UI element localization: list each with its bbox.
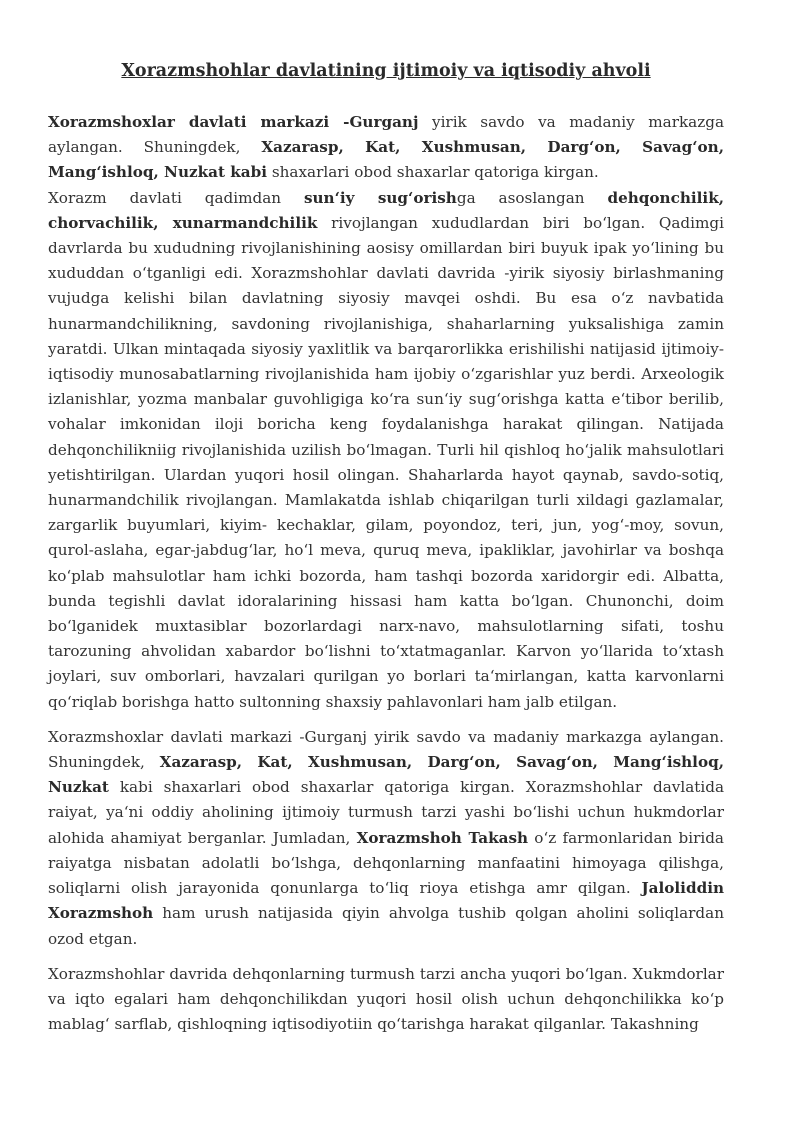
text-run: ham urush natijasida qiyin ahvolga tushib qolgan aholini soliqlardan ozod etgan. xyxy=(48,904,724,948)
document-body xyxy=(48,110,724,1037)
bold-text: Xazarasp, Kat, Xushmusan, Darg‘on, Savag‘on, Mang‘ishloq, Nuzkat kabi xyxy=(48,138,724,182)
text-run: shaxarlari obod shaxarlar qatoriga kirgan. xyxy=(267,163,599,182)
text-run: Xorazmshohlar davrida dehqonlarning turmush tarzi ancha yuqori bo‘lgan. Xukmdorlar va iqto egalari ham dehqonchilikdan yuqori hosil olish uchun dehqonchilikka ko‘p mablag‘ sarflab, qishloqning iqtisodiyotiin qo‘tarishga harakat qilganlar. Takashning xyxy=(48,964,724,1034)
paragraph xyxy=(48,962,724,1038)
document-title: Xorazmshohlar davlatining ijtimoiy va iqtisodiy ahvoli xyxy=(121,61,651,81)
paragraph xyxy=(48,186,724,715)
bold-text: Jaloliddin Xorazmshoh xyxy=(48,879,724,923)
bold-text: sun‘iy sug‘orish xyxy=(303,188,457,207)
text-run: kabi shaxarlari obod shaxarlar qatoriga kirgan. Xorazmshohlar davlatida raiyat, ya‘ni oddiy aholining ijtimoiy turmush tarzi yashi bo‘lishi uchun hukmdorlar alohida ahamiyat berganlar. Jumladan, xyxy=(48,778,724,847)
paragraph xyxy=(48,110,724,186)
text-run: o‘z farmonlaridan birida raiyatga nisbatan adolatli bo‘lshga, dehqonlarning manfaatini himoyaga qilishga, soliqlarni olish jarayonida qonunlarga to‘liq rioya etishga amr qilgan. xyxy=(48,828,724,898)
text-run: yirik savdo va madaniy markazga aylangan. Shuningdek, xyxy=(48,113,724,157)
bold-text: Xorazmshoh Takash xyxy=(356,828,529,847)
bold-text: dehqonchilik, chorvachilik, xunarmandchilik xyxy=(48,188,725,232)
text-run: ga asoslangan xyxy=(456,188,608,207)
paragraph xyxy=(48,725,724,952)
text-run: Xorazmshoxlar davlati markazi -Gurganj yirik savdo va madaniy markazga aylangan. Shuningdek, xyxy=(48,727,724,772)
text-run: rivojlangan xududlardan biri bo‘lgan. Qadimgi davrlarda bu xududning rivojlanishining aosisy omillardan biri buyuk ipak yo‘lining bu xududdan o‘tganligi edi. Xorazmshohlar davlati davrida -yirik siyosiy birlashmaning vujudga kelishi bilan davlatning siyosiy mavqei oshdi. Bu esa o‘z navbatida hunarmandchilikning, savdoning rivojlanishiga, shaharlarning yuksalishiga zamin yaratdi. Ulkan mintaqada siyosiy yaxlitlik va barqarorlikka erishilishi natijasid ijtimoiy-iqtisodiy munosabatlarning rivojlanishida ham ijobiy o‘zgarishlar yuz berdi. Arxeologik izlanishlar, yozma manbalar guvohligiga ko‘ra sun‘iy sug‘orishga katta e‘tibor berilib, vohalar imkonidan iloji boricha keng foydalanishga harakat qilingan. Natijada dehqonchilikniig rivojlanishida uzilish bo‘lmagan. Turli hil qishloq ho‘jalik mahsulotlari yetishtirilgan. Ulardan yuqori hosil olingan. Shaharlarda hayot qaynab, savdo-sotiq, hunarmandchilik rivojlangan. Mamlakatda ishlab chiqarilgan turli xildagi gazlamalar, zargarlik buyumlari, kiyim- kechaklar, gilam, poyondoz, teri, jun, yog‘-moy, sovun, qurol-aslaha, egar-jabdug‘lar, ho‘l meva, quruq meva, ipakliklar, javohirlar va boshqa ko‘plab mahsulotlar ham ichki bozorda, ham tashqi bozorda xaridorgir edi. Albatta, bunda tegishli davlat idoralarining hissasi ham katta bo‘lgan. Chunonchi, doim bo‘lganidek muxtasiblar bozorlardagi narx-navo, mahsulotlarning sifati, toshu tarozuning ahvolidan xabardor bo‘lishni to‘xtatmaganlar. Karvon yo‘llarida to‘xtash joylari, suv omborlari, havzalari qurilgan yo borlari ta‘mirlangan, katta karvonlarni qo‘riqlab borishga hatto sultonning shaxsiy pahlavonlari ham jalb etilgan. xyxy=(48,213,724,711)
bold-text: Xorazmshoxlar davlati markazi -Gurganj xyxy=(48,113,419,131)
text-run: Xorazm davlati qadimdan xyxy=(48,188,304,207)
document-page xyxy=(48,58,724,1037)
bold-text: Xazarasp, Kat, Xushmusan, Darg‘on, Savag‘on, Mang‘ishloq, Nuzkat xyxy=(48,753,724,797)
